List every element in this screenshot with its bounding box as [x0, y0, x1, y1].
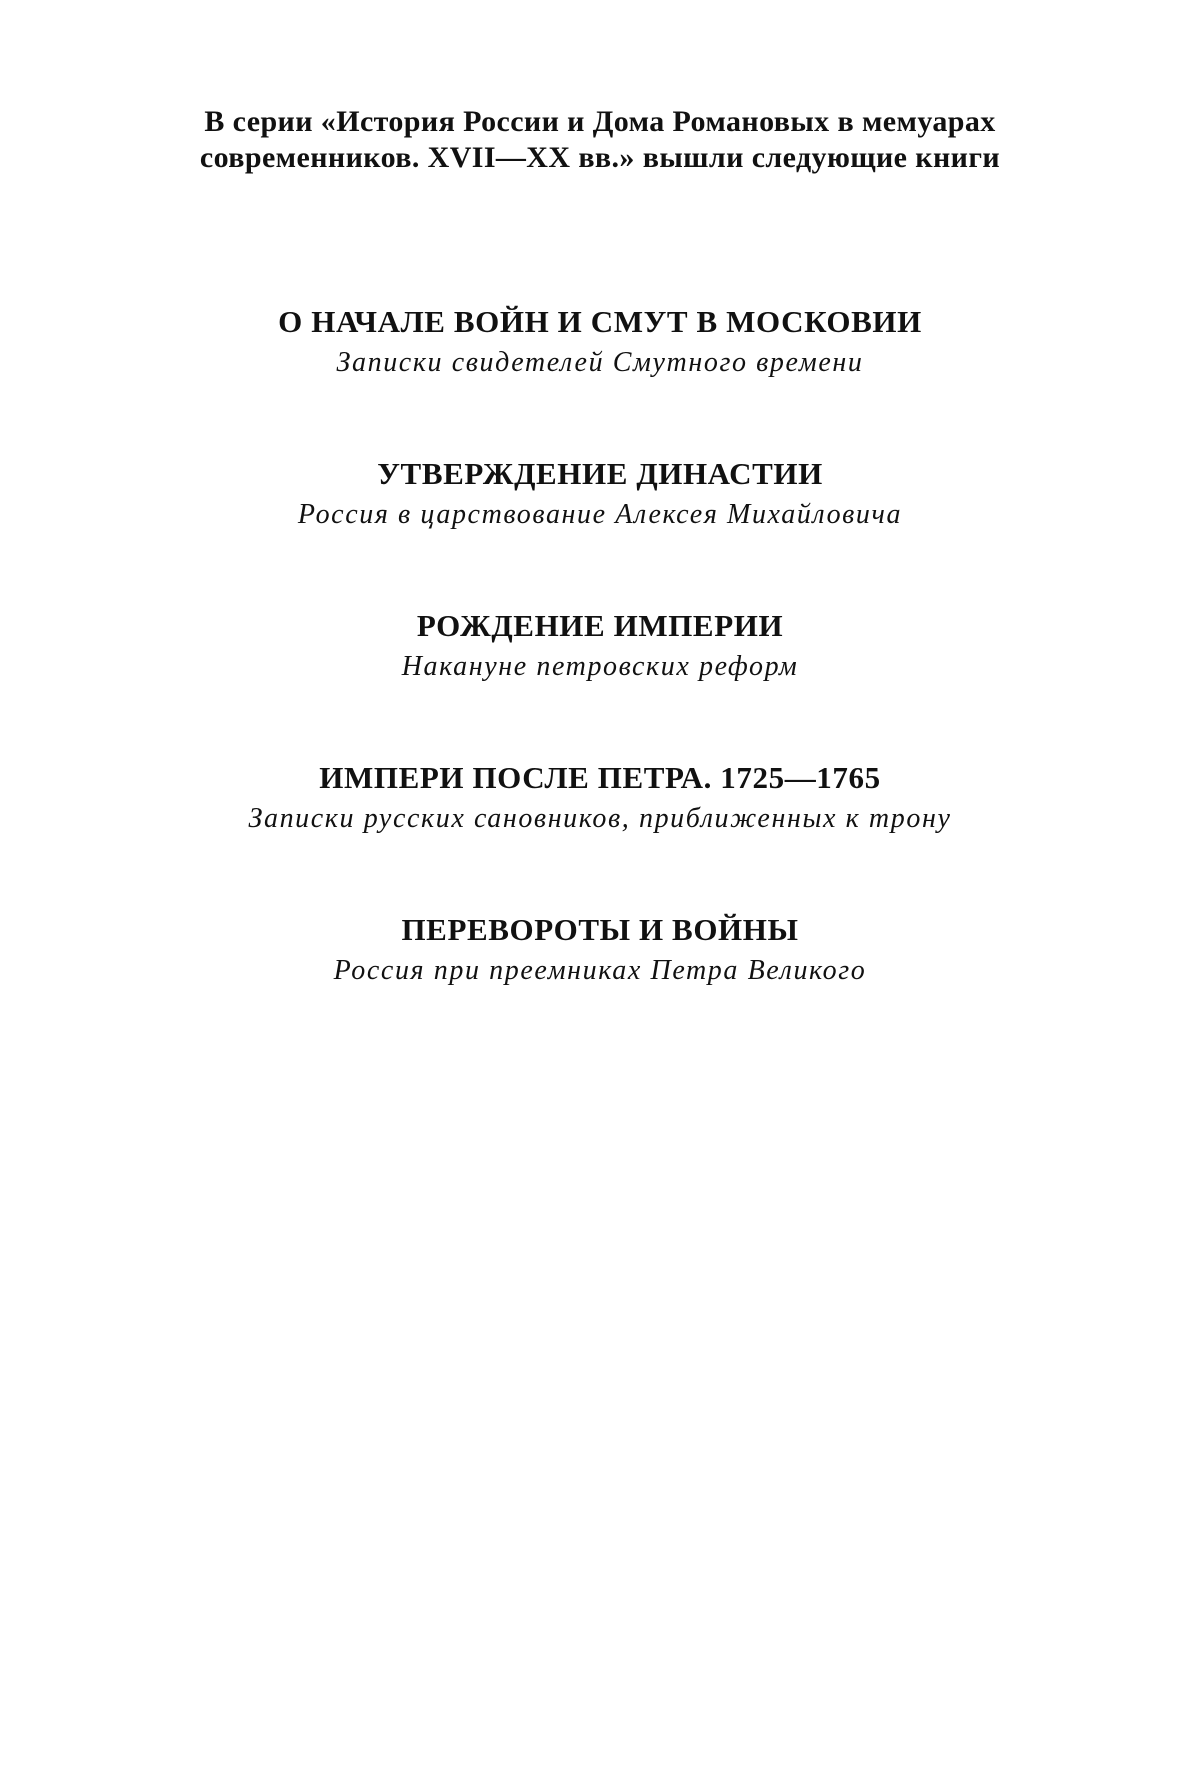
series-header [0, 104, 1200, 176]
book-subtitle: Россия в царствование Алексея Михайловича [297, 499, 903, 530]
book-entry [0, 454, 1200, 606]
book-subtitle: Записки русских сановников, приближенных к трону [248, 803, 952, 834]
book-subtitle: Накануне петровских реформ [401, 651, 799, 682]
book-title: ПЕРЕВОРОТЫ И ВОЙНЫ [401, 912, 799, 947]
book-title: ИМПЕРИ ПОСЛЕ ПЕТРА. 1725—1765 [319, 760, 881, 795]
series-header-line-2: современников. XVII—XX вв.» вышли следующие книги [199, 141, 1001, 174]
series-header-line-1: В серии «История России и Дома Романовых в мемуарах [204, 105, 996, 138]
book-title: РОЖДЕНИЕ ИМПЕРИИ [416, 608, 784, 643]
book-entry [0, 606, 1200, 758]
book-entry [0, 910, 1200, 1062]
book-title: О НАЧАЛЕ ВОЙН И СМУТ В МОСКОВИИ [278, 304, 922, 339]
book-subtitle: Россия при преемниках Петра Великого [333, 955, 867, 986]
book-list [0, 302, 1200, 1062]
book-title: УТВЕРЖДЕНИЕ ДИНАСТИИ [377, 456, 823, 491]
book-entry [0, 758, 1200, 910]
book-entry [0, 302, 1200, 454]
book-subtitle: Записки свидетелей Смутного времени [336, 347, 864, 378]
